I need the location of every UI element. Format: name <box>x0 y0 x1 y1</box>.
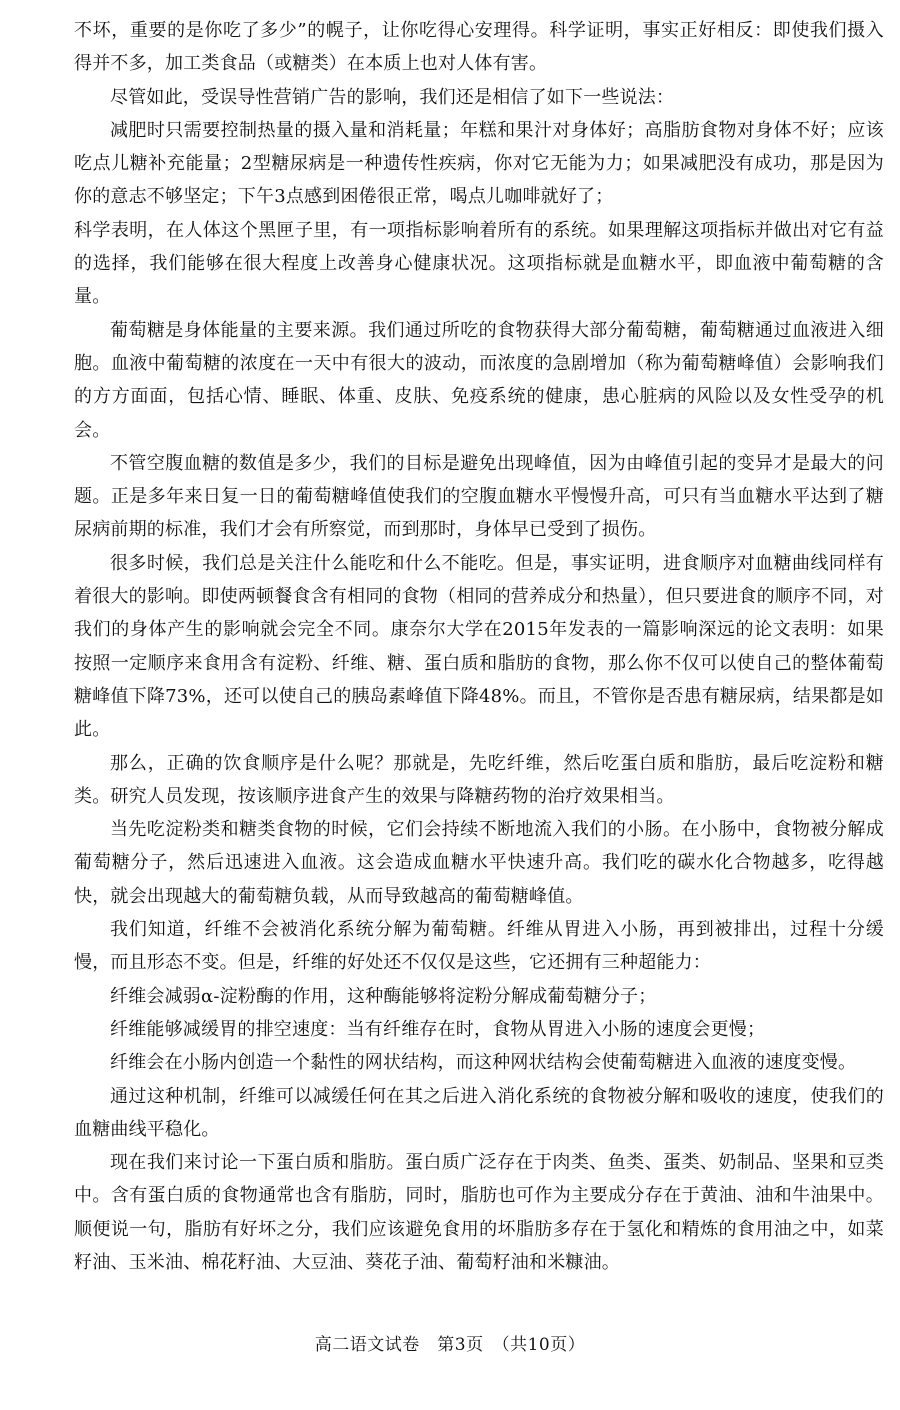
paragraph-7: 很多时候，我们总是关注什么能吃和什么不能吃。但是，事实证明，进食顺序对血糖曲线同样有着很大的影响。即使两顿餐食含有相同的食物（相同的营养成分和热量），但只要进食的顺序不同，对我们的身体产生的影响就会完全不同。康奈尔大学在2015年发表的一篇影响深远的论文表明：如果按照一定顺序来食用含有淀粉、纤维、糖、蛋白质和脂肪的食物，那么你不仅可以使自己的整体葡萄糖峰值下降73%，还可以使自己的胰岛素峰值下降48%。而且，不管你是否患有糖尿病，结果都是如此。 <box>74 552 884 741</box>
paragraph-9: 当先吃淀粉类和糖类食物的时候，它们会持续不断地流入我们的小肠。在小肠中，食物被分解成葡萄糖分子，然后迅速进入血液。这会造成血糖水平快速升高。我们吃的碳水化合物越多，吃得越快，就会出现越大的葡萄糖负载，从而导致越高的葡萄糖峰值。 <box>74 819 884 907</box>
paragraph-10: 我们知道，纤维不会被消化系统分解为葡萄糖。纤维从胃进入小肠，再到被排出，过程十分缓慢，而且形态不变。但是，纤维的好处还不仅仅是这些，它还拥有三种超能力： <box>74 919 884 974</box>
paragraph-2: 尽管如此，受误导性营销广告的影响，我们还是相信了如下一些说法： <box>110 86 675 108</box>
paragraph-4: 科学表明，在人体这个黑匣子里，有一项指标影响着所有的系统。如果理解这项指标并做出对它有益的选择，我们能够在很大程度上改善身心健康状况。这项指标就是血糖水平，即血液中葡萄糖的含量。 <box>74 219 884 308</box>
page-footer: 高二语文试卷 第3页 （共10页） <box>314 1335 586 1355</box>
paragraph-5: 葡萄糖是身体能量的主要来源。我们通过所吃的食物获得大部分葡萄糖，葡萄糖通过血液进入细胞。血液中葡萄糖的浓度在一天中有很大的波动，而浓度的急剧增加（称为葡萄糖峰值）会影响我们的方方面面，包括心情、睡眠、体重、皮肤、免疫系统的健康，患心脏病的风险以及女性受孕的机会。 <box>74 319 884 441</box>
paragraph-11: 纤维会减弱α-淀粉酶的作用，这种酶能够将淀粉分解成葡萄糖分子； <box>110 985 657 1007</box>
paragraph-12: 纤维能够减缓胃的排空速度：当有纤维存在时，食物从胃进入小肠的速度会更慢； <box>110 1018 766 1040</box>
paragraph-3: 减肥时只需要控制热量的摄入量和消耗量；年糕和果汁对身体好；高脂肪食物对身体不好；应该吃点儿糖补充能量；2型糖尿病是一种遗传性疾病，你对它无能为力；如果减肥没有成功，那是因为你的意志不够坚定；下午3点感到困倦很正常，喝点儿咖啡就好了； <box>74 119 884 208</box>
paragraph-6: 不管空腹血糖的数值是多少，我们的目标是避免出现峰值，因为由峰值引起的变异才是最大的问题。正是多年来日复一日的葡萄糖峰值使我们的空腹血糖水平慢慢升高，可只有当血糖水平达到了糖尿病前期的标准，我们才会有所察觉，而到那时，身体早已受到了损伤。 <box>74 452 884 541</box>
paragraph-8: 那么，正确的饮食顺序是什么呢？那就是，先吃纤维，然后吃蛋白质和脂肪，最后吃淀粉和糖类。研究人员发现，按该顺序进食产生的效果与降糖药物的治疗效果相当。 <box>74 752 884 807</box>
paragraph-15: 现在我们来讨论一下蛋白质和脂肪。蛋白质广泛存在于肉类、鱼类、蛋类、奶制品、坚果和豆类中。含有蛋白质的食物通常也含有脂肪，同时，脂肪也可作为主要成分存在于黄油、油和牛油果中。顺便说一句，脂肪有好坏之分，我们应该避免食用的坏脂肪多存在于氢化和精炼的食用油之中，如菜籽油、玉米油、棉花籽油、大豆油、葵花子油、葡萄籽油和米糠油。 <box>74 1152 884 1273</box>
paragraph-1: 不坏，重要的是你吃了多少”的幌子，让你吃得心安理得。科学证明，事实正好相反：即使我们摄入得并不多，加工类食品（或糖类）在本质上也对人体有害。 <box>74 20 884 75</box>
page-body <box>74 14 884 1279</box>
paragraph-14: 通过这种机制，纤维可以减缓任何在其之后进入消化系统的食物被分解和吸收的速度，使我们的血糖曲线平稳化。 <box>74 1085 884 1140</box>
paragraph-13: 纤维会在小肠内创造一个黏性的网状结构，而这种网状结构会使葡萄糖进入血液的速度变慢。 <box>110 1052 857 1074</box>
